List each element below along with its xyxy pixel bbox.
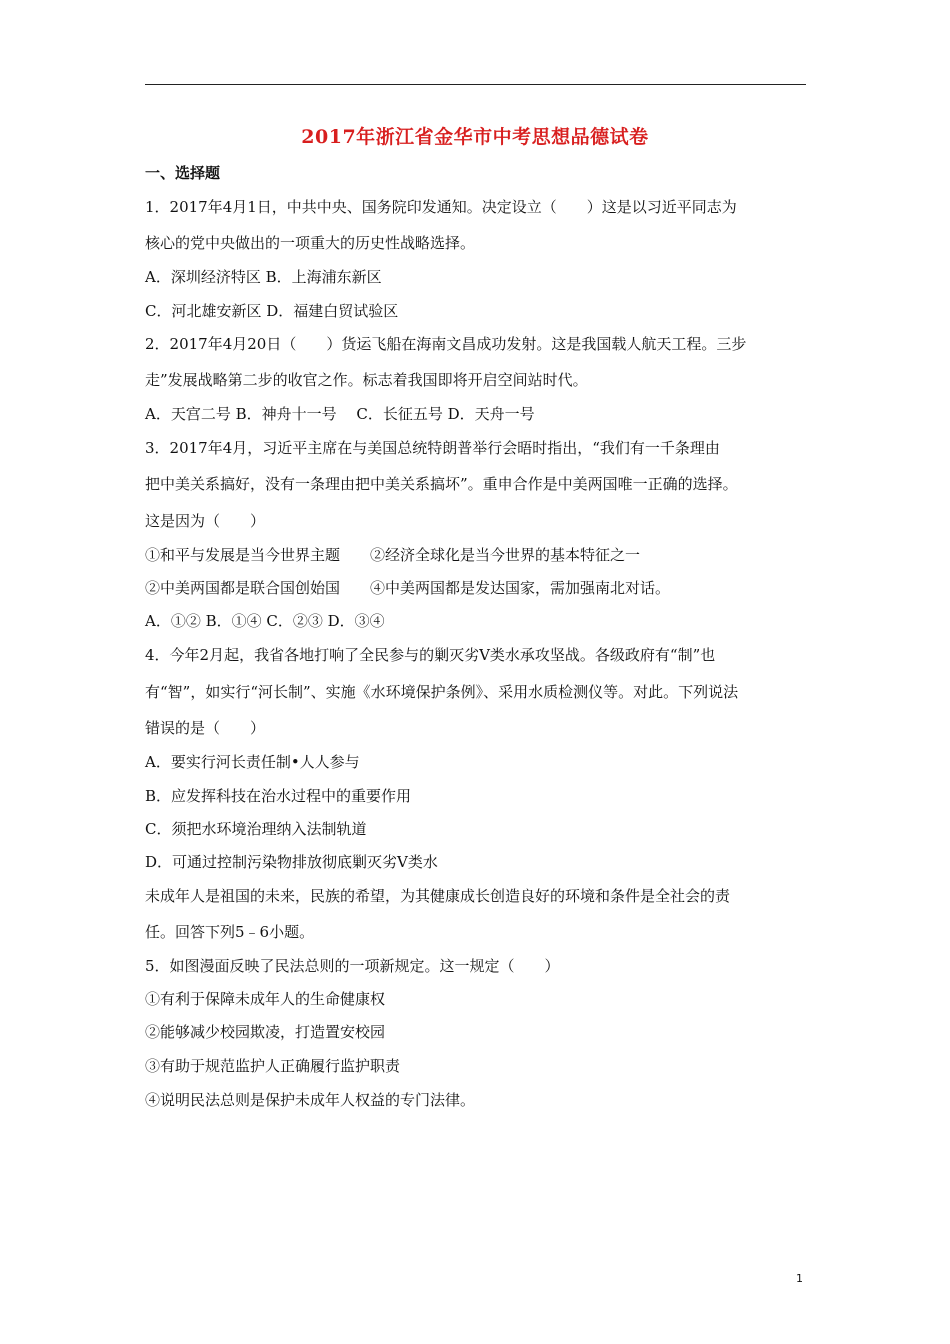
header-rule bbox=[145, 84, 806, 85]
text-line: ①有利于保障未成年人的生命健康权 bbox=[145, 990, 386, 1008]
text-line: 走”发展战略第二步的收官之作。标志着我国即将开启空间站时代。 bbox=[145, 371, 588, 389]
text-line: A．深圳经济特区 B．上海浦东新区 bbox=[145, 268, 382, 286]
text-line: A．天宫二号 B．神舟十一号 C．长征五号 D．天舟一号 bbox=[145, 405, 535, 423]
text-line: 未成年人是祖国的未来，民族的希望，为其健康成长创造良好的环境和条件是全社会的责 bbox=[145, 887, 731, 905]
text-line: 1．2017年4月1日，中共中央、国务院印发通知。决定设立（ ）这是以习近平同志为 bbox=[145, 198, 737, 216]
page-number: 1 bbox=[796, 1272, 803, 1285]
text-line: 任。回答下列5﹣6小题。 bbox=[145, 923, 315, 941]
section-heading: 一、选择题 bbox=[145, 164, 221, 182]
text-line: 把中美关系搞好，没有一条理由把中美关系搞坏”。重申合作是中美两国唯一正确的选择。 bbox=[145, 475, 738, 493]
text-line: 有“智”，如实行“河长制”、实施《水环境保护条例》、采用水质检测仪等。对此。下列说法 bbox=[145, 683, 739, 701]
text-line: ②中美两国都是联合国创始国 ④中美两国都是发达国家，需加强南北对话。 bbox=[145, 579, 671, 597]
text-line: ④说明民法总则是保护未成年人权益的专门法律。 bbox=[145, 1091, 476, 1109]
page-title: 2017年浙江省金华市中考思想品德试卷 bbox=[301, 126, 649, 148]
text-line: C．须把水环境治理纳入法制轨道 bbox=[145, 820, 367, 838]
text-line: A．①② B．①④ C．②③ D．③④ bbox=[145, 612, 385, 630]
text-line: 2．2017年4月20日（ ）货运飞船在海南文昌成功发射。这是我国载人航天工程。三步 bbox=[145, 335, 747, 353]
text-line: D．可通过控制污染物排放彻底剿灭劣Ⅴ类水 bbox=[145, 853, 438, 871]
text-line: 核心的党中央做出的一项重大的历史性战略选择。 bbox=[145, 234, 476, 252]
text-line: 这是因为（ ） bbox=[145, 512, 266, 530]
text-line: 4．今年2月起，我省各地打响了全民参与的剿灭劣Ⅴ类水承攻坚战。各级政府有“制”也 bbox=[145, 646, 716, 664]
text-line: C．河北雄安新区 D．福建白贸试验区 bbox=[145, 302, 399, 320]
text-line: B．应发挥科技在治水过程中的重要作用 bbox=[145, 787, 412, 805]
text-line: 错误的是（ ） bbox=[145, 719, 266, 737]
text-line: 3．2017年4月，习近平主席在与美国总统特朗普举行会晤时指出，“我们有一千条理由 bbox=[145, 439, 720, 457]
text-line: A．要实行河长责任制•人人参与 bbox=[145, 753, 360, 771]
text-line: 5．如图漫面反映了民法总则的一项新规定。这一规定（ ） bbox=[145, 957, 560, 975]
text-line: ①和平与发展是当今世界主题 ②经济全球化是当今世界的基本特征之一 bbox=[145, 546, 641, 564]
text-line: ②能够减少校园欺凌，打造置安校园 bbox=[145, 1023, 386, 1041]
text-line: ③有助于规范监护人正确履行监护职责 bbox=[145, 1057, 401, 1075]
